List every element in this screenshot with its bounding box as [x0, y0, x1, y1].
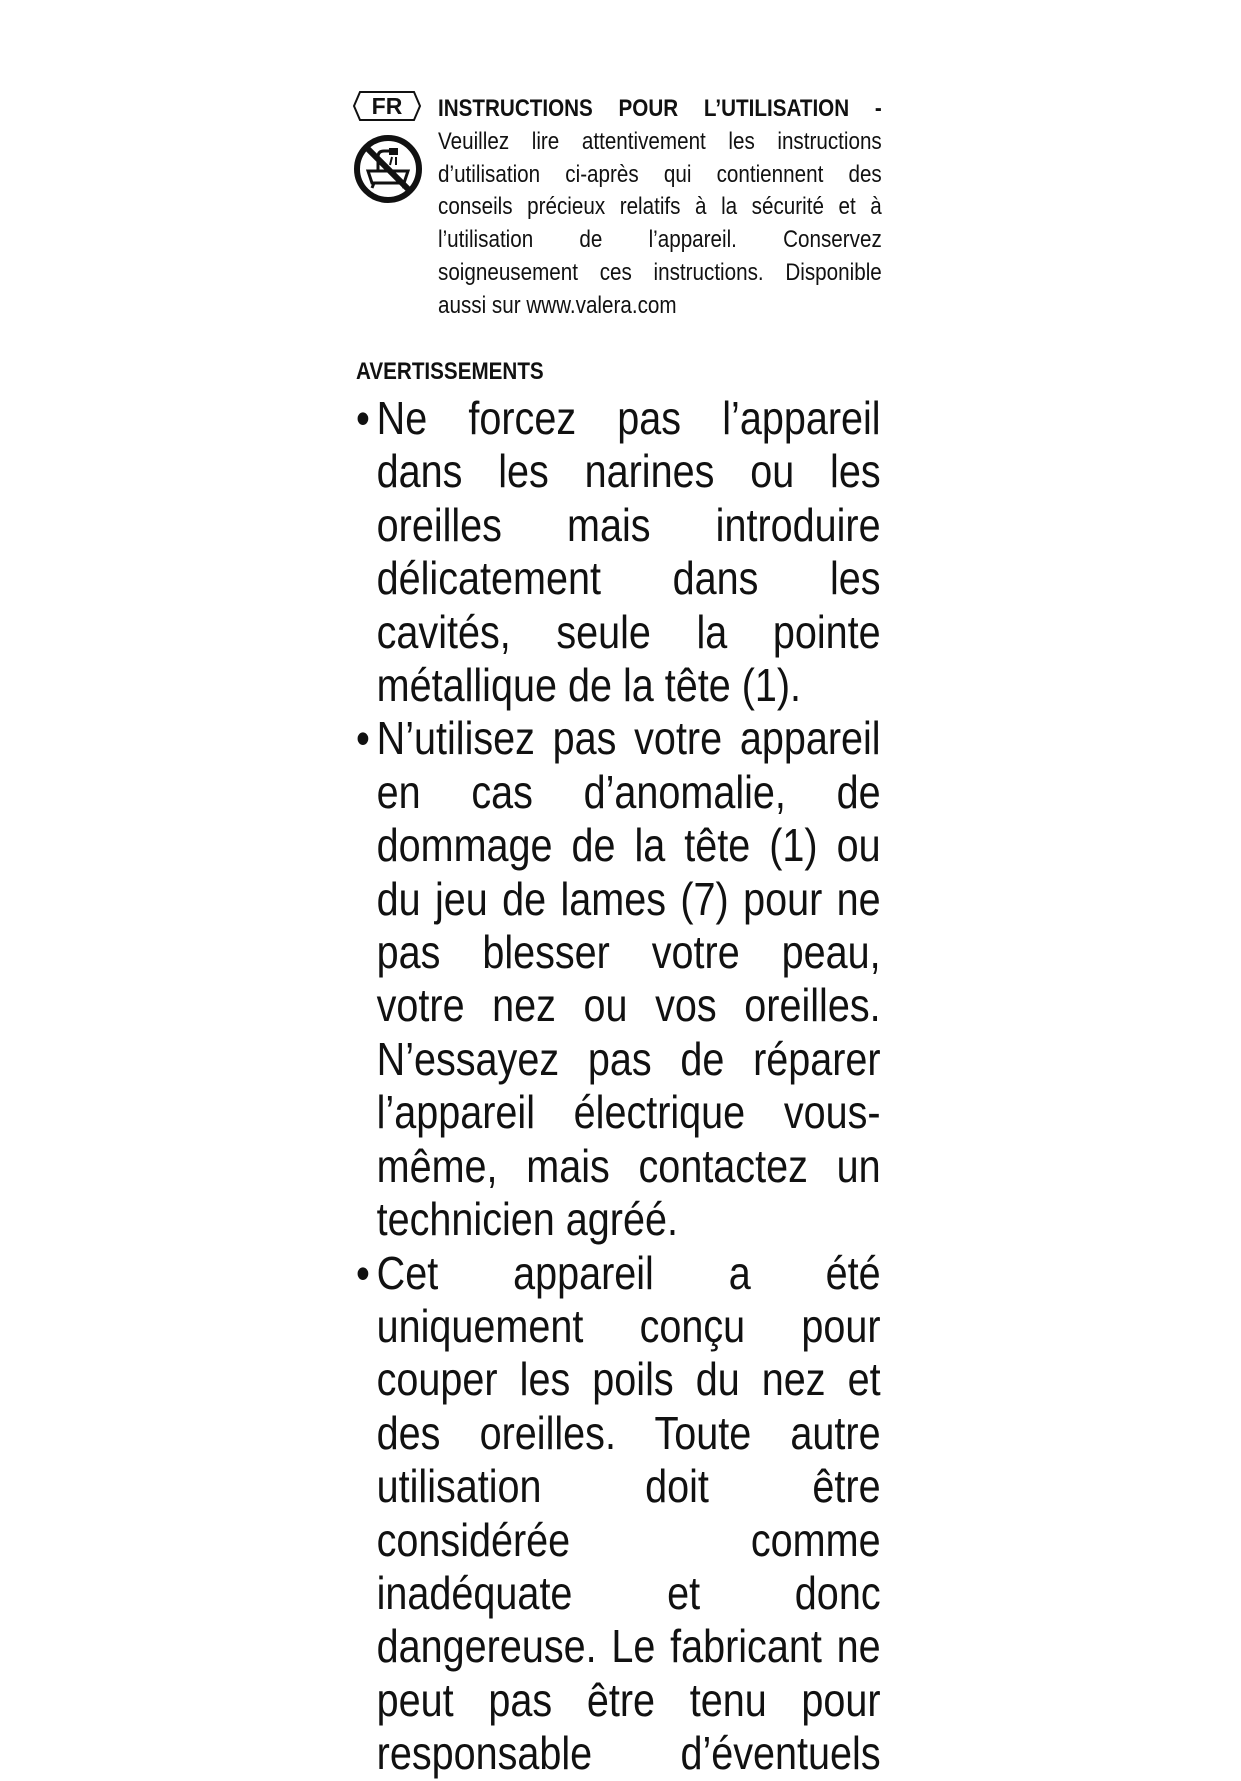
warning-item	[356, 1247, 881, 1781]
language-code: FR	[371, 93, 403, 119]
warning-text: N’utilisez pas votre appareil en cas d’anomalie, de dommage de la tête (1) ou du jeu de lames (7) pour ne pas blesser votre peau, votre nez ou vos oreilles. N’essayez pas de réparer l’appareil électrique vous-même, mais contactez un technicien agréé.	[376, 712, 881, 1246]
no-bath-icon	[352, 133, 424, 205]
warning-item	[356, 712, 881, 1246]
intro-text: Veuillez lire attentivement les instructions d’utilisation ci-après qui contiennent des conseils précieux relatifs à la sécurité et à l’utilisation de l’appareil. Conservez soigneusement ces instructions. Disponible aussi sur www.valera.com	[438, 127, 882, 319]
language-badge	[352, 90, 422, 122]
warning-text: Cet appareil a été uniquement conçu pour couper les poils du nez et des oreilles. Toute autre utilisation doit être considérée comme inadéquate et donc dangereuse. Le fabricant ne peut pas être tenu pour responsable d’éventuels	[376, 1246, 881, 1780]
warning-item	[356, 392, 881, 712]
warning-text: Ne forcez pas l’appareil dans les narines ou les oreilles mais introduire délicatement dans les cavités, seule la pointe métallique de la tête (1).	[376, 392, 881, 712]
bullet-marker: •	[356, 392, 370, 444]
intro-title: INSTRUCTIONS POUR L’UTILISATION -	[438, 95, 882, 122]
warnings-heading: AVERTISSEMENTS	[356, 358, 544, 385]
bullet-marker: •	[356, 712, 370, 765]
intro-paragraph	[438, 93, 882, 323]
warnings-list	[356, 392, 881, 1781]
bullet-marker: •	[356, 1246, 370, 1299]
